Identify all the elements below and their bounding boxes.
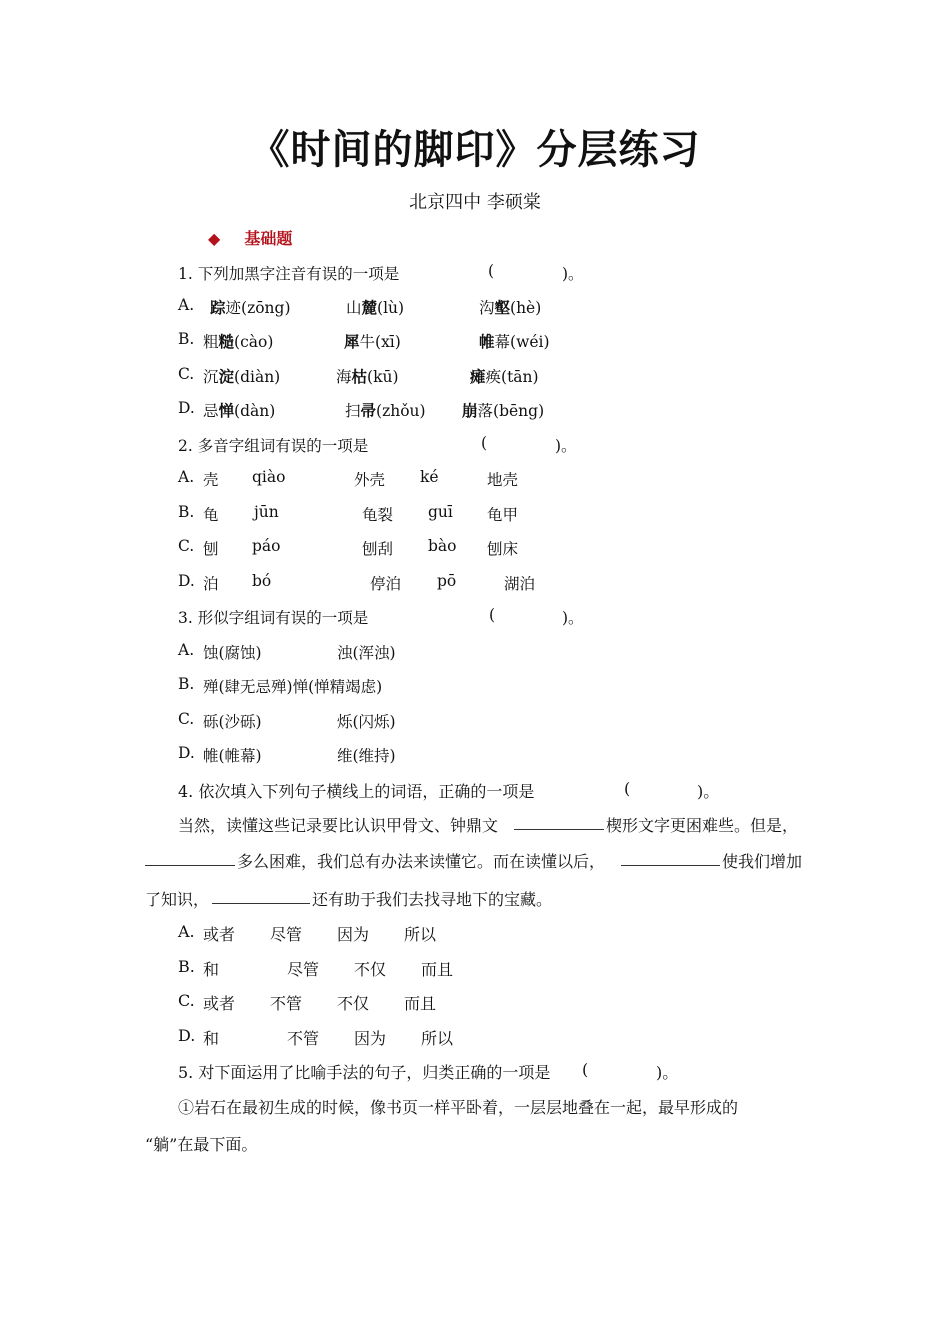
q5-stem: 5. 对下面运用了比喻手法的句子，归类正确的一项是 <box>178 1063 551 1082</box>
q4-passage-text: 多么困难，我们总有办法来读懂它。而在读懂以后， <box>237 852 606 871</box>
q2-cell: 壳 <box>203 471 219 489</box>
q4-cell: 因为 <box>337 925 370 944</box>
q4-blank-4 <box>212 889 310 904</box>
q4-cell: 因为 <box>354 1029 387 1048</box>
q1-option-letter: A. <box>178 296 195 314</box>
q1-option-item: 忌惮(dàn) <box>203 402 276 420</box>
section-label: 基础题 <box>244 229 293 248</box>
q3-cell: 蚀(腐蚀) <box>203 644 262 662</box>
q1-option-item: 粗糙(cào) <box>203 333 274 351</box>
q4-cell: 尽管 <box>270 925 303 944</box>
q2-option-letter: A. <box>178 468 195 486</box>
q1-option-letter: D. <box>178 399 195 417</box>
q2-cell: 刨床 <box>487 540 519 558</box>
q4-blank-1 <box>514 815 604 830</box>
q4-stem: 4. 依次填入下列句子横线上的词语，正确的一项是 <box>178 782 535 801</box>
q3-paren-open: ( <box>489 606 496 624</box>
q4-option-letter: C. <box>178 991 195 1010</box>
q3-option-letter: A. <box>178 641 195 659</box>
q3-paren-close: )。 <box>562 609 584 627</box>
q1-paren-open: ( <box>488 262 495 280</box>
q2-cell: páo <box>252 537 281 555</box>
q4-cell: 不仅 <box>337 994 370 1013</box>
q3-cell: 殚(肆无忌殚)惮(惮精竭虑) <box>203 678 383 696</box>
q2-option-letter: B. <box>178 503 195 521</box>
q3-cell: 烁(闪烁) <box>337 713 396 731</box>
q2-stem: 2. 多音字组词有误的一项是 <box>178 437 369 455</box>
q2-cell: 刨刮 <box>362 540 394 558</box>
q3-cell: 砾(沙砾) <box>203 713 262 731</box>
q4-option-letter: D. <box>178 1026 196 1045</box>
q4-cell: 而且 <box>404 994 437 1013</box>
q1-stem: 1. 下列加黑字注音有误的一项是 <box>178 265 400 283</box>
q4-paren-open: ( <box>624 779 631 798</box>
q2-cell: bào <box>428 537 457 555</box>
q4-cell: 不管 <box>270 994 303 1013</box>
q4-blank-2 <box>145 851 235 866</box>
q4-cell: 所以 <box>404 925 437 944</box>
q4-passage-text: 还有助于我们去找寻地下的宝藏。 <box>312 890 553 909</box>
q2-cell: 地壳 <box>487 471 519 489</box>
q3-cell: 浊(浑浊) <box>337 644 396 662</box>
q2-cell: jūn <box>254 503 279 521</box>
q2-paren-close: )。 <box>555 437 577 455</box>
q3-cell: 帷(帷幕) <box>203 747 262 765</box>
q2-cell: 龟裂 <box>362 506 394 524</box>
q2-cell: 湖泊 <box>504 575 536 593</box>
q1-option-item: 踪迹(zōng) <box>210 299 291 317</box>
q4-cell: 或者 <box>203 925 236 944</box>
q4-cell: 不管 <box>287 1029 320 1048</box>
q2-cell: 刨 <box>203 540 219 558</box>
q5-paren-open: ( <box>582 1060 589 1079</box>
q2-option-letter: C. <box>178 537 195 555</box>
q1-option-item: 瘫痪(tān) <box>470 368 539 386</box>
q2-paren-open: ( <box>481 434 488 452</box>
q5-sentence-line: “躺”在最下面。 <box>145 1135 258 1154</box>
q3-option-letter: C. <box>178 710 195 728</box>
q4-cell: 尽管 <box>287 960 320 979</box>
q1-option-item: 扫帚(zhǒu) <box>345 402 426 420</box>
q4-cell: 所以 <box>421 1029 454 1048</box>
diamond-icon: ◆ <box>208 229 221 248</box>
q4-passage-text: 楔形文字更困难些。但是， <box>606 816 799 835</box>
q1-option-item: 海枯(kū) <box>336 368 399 386</box>
q3-stem: 3. 形似字组词有误的一项是 <box>178 609 369 627</box>
q4-cell: 不仅 <box>354 960 387 979</box>
q2-cell: qiào <box>252 468 286 486</box>
q2-cell: 泊 <box>203 575 219 593</box>
q2-cell: 外壳 <box>354 471 386 489</box>
q1-paren-close: )。 <box>562 265 584 283</box>
q2-cell: 龟 <box>203 506 219 524</box>
q2-cell: guī <box>428 503 453 521</box>
section-heading <box>208 226 292 249</box>
q3-option-letter: D. <box>178 744 195 762</box>
q1-option-item: 崩落(bēng) <box>462 402 545 420</box>
q4-option-letter: A. <box>178 922 195 941</box>
q1-option-item: 山麓(lù) <box>346 299 405 317</box>
q2-cell: pō <box>437 572 457 590</box>
q5-sentence-line: ①岩石在最初生成的时候，像书页一样平卧着，一层层地叠在一起，最早形成的 <box>178 1098 739 1117</box>
q2-cell: bó <box>252 572 272 590</box>
q2-option-letter: D. <box>178 572 195 590</box>
q1-option-item: 犀牛(xī) <box>344 333 401 351</box>
q4-passage-text: 了知识， <box>145 890 210 909</box>
q2-cell: 龟甲 <box>487 506 519 524</box>
q1-option-item: 沉淀(diàn) <box>203 368 281 386</box>
page-title: 《时间的脚印》分层练习 <box>249 127 701 173</box>
q4-option-letter: B. <box>178 957 195 976</box>
q4-passage-text: 当然，读懂这些记录要比认识甲骨文、钟鼎文 <box>178 816 499 835</box>
q3-option-letter: B. <box>178 675 195 693</box>
author-line: 北京四中 李硕棠 <box>409 192 541 213</box>
q1-option-item: 沟壑(hè) <box>479 299 542 317</box>
q2-cell: 停泊 <box>370 575 402 593</box>
q4-paren-close: )。 <box>697 782 720 801</box>
q4-passage-text: 使我们增加 <box>722 852 803 871</box>
q2-cell: ké <box>420 468 439 486</box>
q1-option-letter: B. <box>178 330 195 348</box>
q4-cell: 或者 <box>203 994 236 1013</box>
q4-cell: 而且 <box>421 960 454 979</box>
q5-paren-close: )。 <box>656 1063 679 1082</box>
q4-blank-3 <box>621 851 720 866</box>
q4-cell: 和 <box>203 960 220 979</box>
q4-cell: 和 <box>203 1029 220 1048</box>
q1-option-item: 帷幕(wéi) <box>479 333 550 351</box>
q3-cell: 维(维持) <box>337 747 396 765</box>
q1-option-letter: C. <box>178 365 195 383</box>
